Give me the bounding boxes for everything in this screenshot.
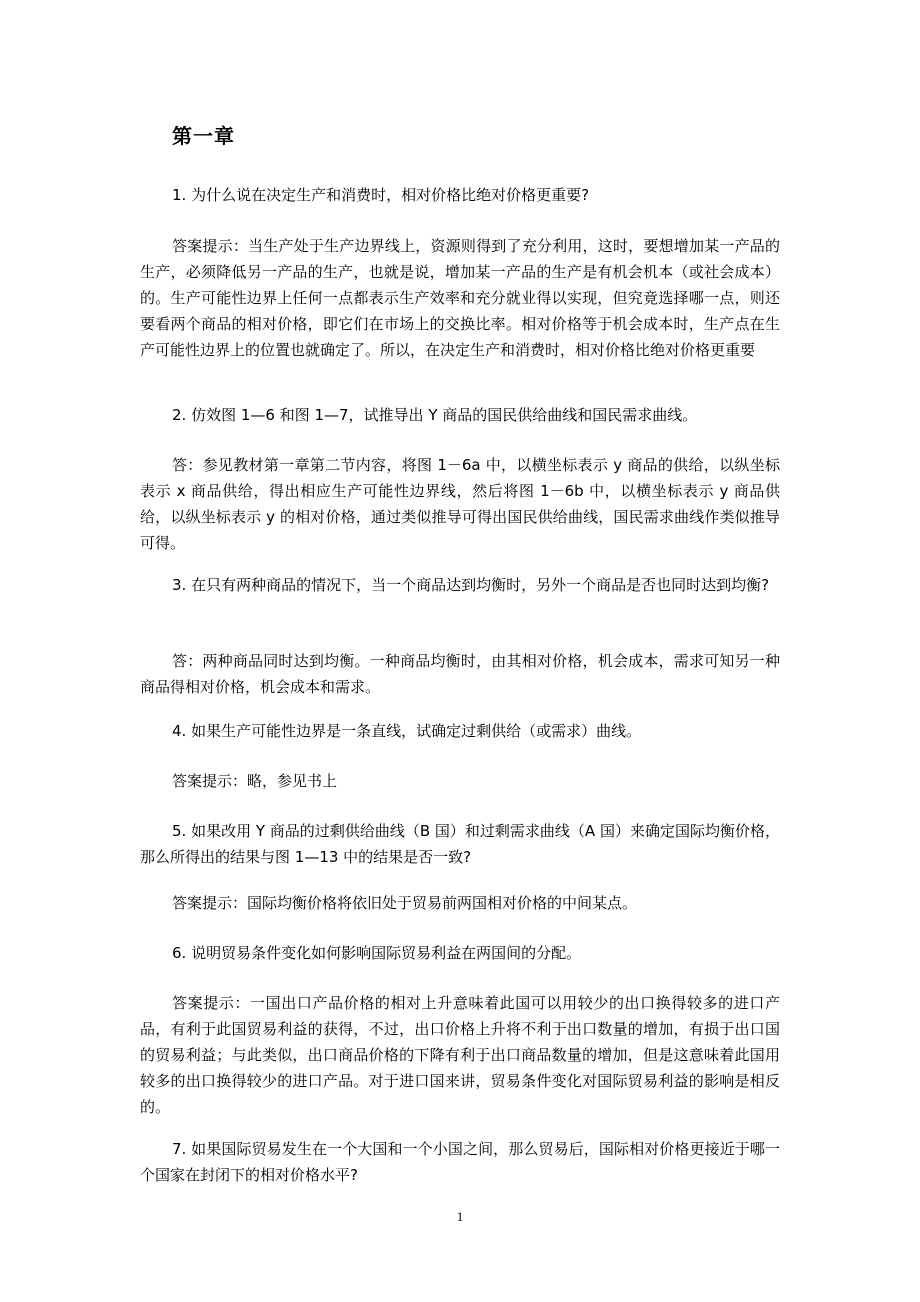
question-1: 1. 为什么说在决定生产和消费时，相对价格比绝对价格更重要?	[172, 186, 590, 204]
question-5: 5. 如果改用 Y 商品的过剩供给曲线（B 国）和过剩需求曲线（A 国）来确定国际均衡价格，那么所得出的结果与图 1—13 中的结果是否一致?	[140, 822, 780, 866]
answer-2: 答：参见教材第一章第二节内容，将图 1－6a 中，以横坐标表示 y 商品的供给，以纵坐标表示 x 商品供给，得出相应生产可能性边界线，然后将图 1－6b 中，以横坐标表示 y 商品供给，以纵坐标表示 y 的相对价格，通过类似推导可得出国民供给曲线，国民需求曲线作类似推导可得。	[140, 456, 780, 552]
answer-6: 答案提示：一国出口产品价格的相对上升意味着此国可以用较少的出口换得较多的进口产品，有利于此国贸易利益的获得，不过，出口价格上升将不利于出口数量的增加，有损于出口国的贸易利益；与此类似，出口商品价格的下降有利于出口商品数量的增加，但是这意味着此国用较多的出口换得较少的进口产品。对于进口国来讲，贸易条件变化对国际贸易利益的影响是相反的。	[140, 994, 780, 1116]
question-6: 6. 说明贸易条件变化如何影响国际贸易利益在两国间的分配。	[172, 944, 582, 962]
answer-1: 答案提示：当生产处于生产边界线上，资源则得到了充分利用，这时，要想增加某一产品的生产，必须降低另一产品的生产，也就是说，增加某一产品的生产是有机会机本（或社会成本）的。生产可能性边界上任何一点都表示生产效率和充分就业得以实现，但究竟选择哪一点，则还要看两个商品的相对价格，即它们在市场上的交换比率。相对价格等于机会成本时，生产点在生产可能性边界上的位置也就确定了。所以，在决定生产和消费时，相对价格比绝对价格更重要	[140, 237, 780, 359]
page-number: 1	[456, 1209, 464, 1224]
question-7: 7. 如果国际贸易发生在一个大国和一个小国之间，那么贸易后，国际相对价格更接近于哪一个国家在封闭下的相对价格水平?	[140, 1140, 780, 1184]
chapter-title: 第一章	[172, 124, 235, 148]
question-4: 4. 如果生产可能性边界是一条直线，试确定过剩供给（或需求）曲线。	[172, 722, 642, 740]
answer-3: 答：两种商品同时达到均衡。一种商品均衡时，由其相对价格，机会成本，需求可知另一种商品得相对价格，机会成本和需求。	[140, 652, 780, 696]
question-3: 3. 在只有两种商品的情况下，当一个商品达到均衡时，另外一个商品是否也同时达到均衡?	[172, 576, 770, 594]
question-2: 2. 仿效图 1—6 和图 1—7，试推导出 Y 商品的国民供给曲线和国民需求曲线。	[172, 406, 698, 424]
answer-5: 答案提示：国际均衡价格将依旧处于贸易前两国相对价格的中间某点。	[172, 894, 638, 912]
answer-4: 答案提示：略，参见书上	[172, 772, 338, 790]
